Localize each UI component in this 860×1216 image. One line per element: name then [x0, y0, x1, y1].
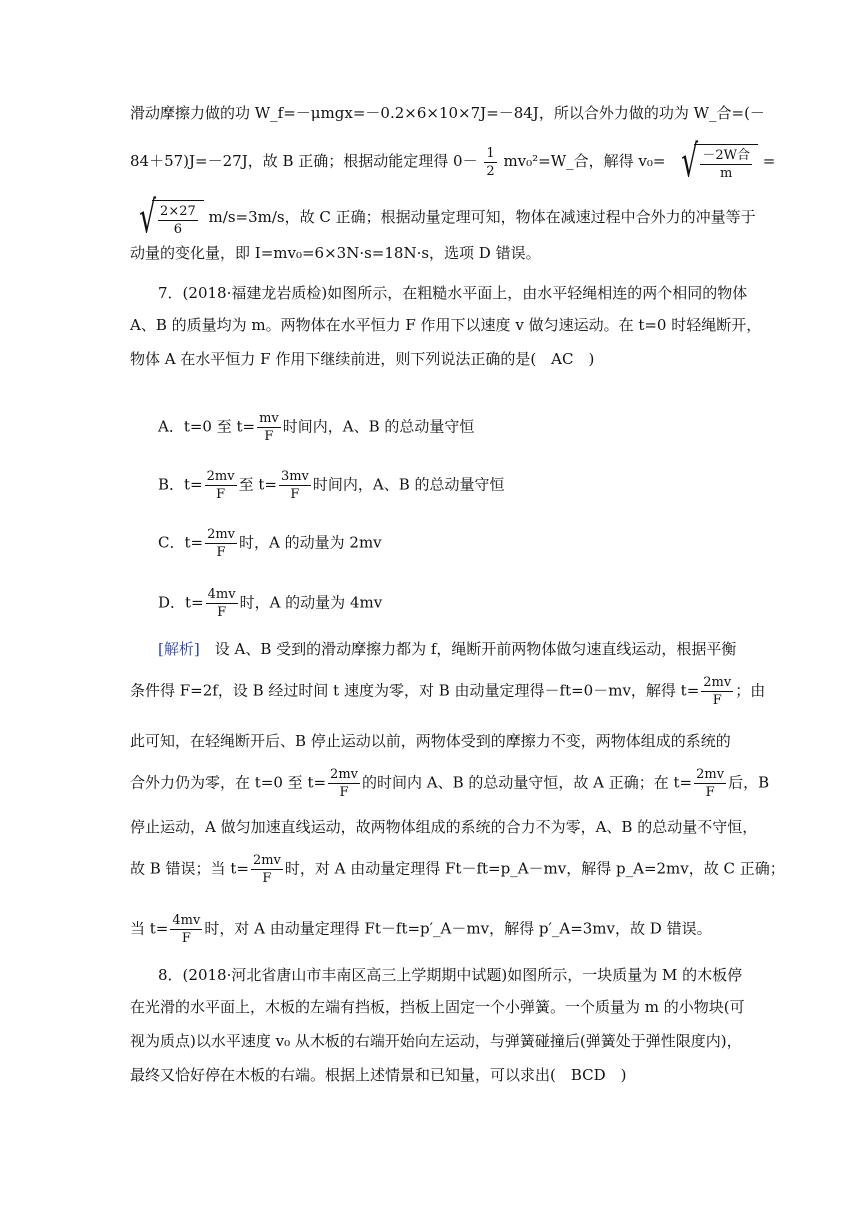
analysis-fraction-2 [328, 768, 360, 799]
frac-num: 2mv [703, 675, 732, 690]
frac-num: 2mv [207, 527, 236, 542]
option-d-prefix: D．t= [158, 593, 204, 612]
frac-den: 6 [173, 222, 183, 237]
option-b-text: 时间内，A、B 的总动量守恒 [312, 475, 505, 494]
option-b-prefix: B．t= [158, 475, 203, 494]
sqrt-expression-2 [128, 192, 204, 243]
analysis-line-7 [130, 914, 712, 945]
line2-start: 84＋57)J=－27J，故 B 正确；根据动能定理得 0－ [130, 152, 478, 170]
question-7-line-3: 物体 A 在水平恒力 F 作用下继续前进，则下列说法正确的是( AC ) [130, 350, 595, 368]
analysis-text-1: 设 A、B 受到的滑动摩擦力都为 f，绳断开前两物体做匀速直线运动，根据平衡 [199, 640, 737, 658]
frac-den: m [719, 166, 733, 181]
analysis-text-2b: ；由 [735, 681, 766, 700]
option-b [158, 470, 505, 501]
equals-sign: = [762, 152, 776, 170]
option-d [158, 588, 382, 619]
option-d-text: 时，A 的动量为 4mv [239, 593, 383, 612]
frac-num: 4mv [172, 913, 201, 928]
option-b-fraction-1 [205, 470, 237, 501]
option-c [158, 528, 382, 559]
analysis-line-1 [158, 642, 736, 657]
analysis-text-7b: 时，对 A 由动量定理得 Ft－ft=p′_A－mv，解得 p′_A=3mv，故 D 错误。 [204, 919, 712, 938]
fraction-half [484, 147, 496, 178]
analysis-line-4 [130, 768, 769, 799]
sqrt2-fraction [158, 205, 198, 236]
frac-den: F [264, 429, 274, 444]
analysis-text-4a: 合外力仍为零，在 t=0 至 t= [130, 773, 327, 792]
text-line-2 [130, 136, 776, 187]
analysis-tag: [解析] [158, 640, 200, 658]
analysis-line-2 [130, 676, 765, 707]
analysis-text-6b: 时，对 A 由动量定理得 Ft－ft=p_A－mv，解得 p_A=2mv，故 C 正确； [284, 859, 785, 878]
analysis-fraction-1 [701, 676, 733, 707]
frac-den: F [216, 487, 226, 502]
frac-num: 2mv [206, 469, 235, 484]
line2-tail: mv₀²=W_合，解得 v₀= [503, 152, 666, 170]
analysis-text-7a: 当 t= [130, 919, 169, 938]
analysis-text-6a: 故 B 错误；当 t= [130, 859, 249, 878]
question-7-line-1: 7．(2018·福建龙岩质检)如图所示，在粗糙水平面上，由水平轻绳相连的两个相同的物体 [158, 284, 748, 302]
frac-num: mv [259, 411, 279, 426]
option-b-mid: 至 t= [238, 475, 277, 494]
frac-den: F [339, 785, 349, 800]
frac-num: 1 [486, 145, 495, 161]
frac-den: 2 [486, 163, 495, 179]
frac-num: 4mv [207, 587, 236, 602]
option-a [158, 412, 474, 443]
frac-num: －2W合 [702, 148, 750, 163]
question-8-line-4: 最终又恰好停在木板的右端。根据上述情景和已知量，可以求出( BCD ) [130, 1066, 627, 1084]
analysis-line-5: 停止运动，A 做匀加速直线运动，故两物体组成的系统的合力不为零，A、B 的总动量不守恒， [130, 818, 758, 836]
frac-den: F [705, 785, 715, 800]
frac-num: 2mv [330, 767, 358, 782]
radical-sign: √ [139, 192, 157, 243]
analysis-line-3: 此可知，在轻绳断开后、B 停止运动以前，两物体受到的摩擦力不变，两物体组成的系统的 [130, 732, 731, 750]
option-c-text: 时，A 的动量为 2mv [239, 533, 382, 552]
frac-den: F [262, 871, 272, 886]
line3-text: m/s=3m/s，故 C 正确；根据动量定理可知，物体在减速过程中合外力的冲量等于 [208, 208, 756, 226]
frac-den: F [290, 487, 300, 502]
option-b-fraction-2 [279, 470, 311, 501]
frac-num: 2mv [696, 767, 725, 782]
option-a-text: 时间内，A、B 的总动量守恒 [282, 417, 475, 436]
option-c-prefix: C．t= [158, 533, 204, 552]
frac-den: F [712, 693, 722, 708]
frac-num: 3mv [280, 469, 309, 484]
sqrt1-fraction [700, 149, 752, 180]
question-8-line-1: 8．(2018·河北省唐山市丰南区高三上学期期中试题)如图所示，一块质量为 M 的木板停 [158, 966, 743, 984]
analysis-fraction-4 [251, 854, 283, 885]
frac-num: 2mv [252, 853, 281, 868]
question-8-line-2: 在光滑的水平面上，木板的左端有挡板，挡板上固定一个小弹簧。一个质量为 m 的小物块(可 [130, 998, 745, 1016]
sqrt-expression-1 [670, 136, 758, 187]
text-line-3 [128, 192, 756, 243]
text-line-4: 动量的变化量，即 I=mv₀=6×3N·s=18N·s，选项 D 错误。 [130, 244, 541, 262]
analysis-line-6 [130, 854, 785, 885]
frac-den: F [181, 931, 191, 946]
option-a-prefix: A．t=0 至 t= [158, 417, 256, 436]
analysis-fraction-5 [170, 914, 202, 945]
frac-den: F [216, 545, 226, 560]
frac-num: 2×27 [160, 204, 196, 219]
option-d-fraction [206, 588, 238, 619]
analysis-text-4c: 后，B [728, 773, 770, 792]
radical-sign: √ [681, 136, 699, 187]
option-a-fraction [257, 412, 281, 443]
option-c-fraction [205, 528, 237, 559]
analysis-text-2a: 条件得 F=2f，设 B 经过时间 t 速度为零，对 B 由动量定理得－ft=0－mv，解得 t= [130, 681, 700, 700]
question-7-line-2: A、B 的质量均为 m。两物体在水平恒力 F 作用下以速度 v 做匀速运动。在 t=0 时轻绳断开， [130, 316, 762, 334]
frac-den: F [217, 605, 227, 620]
analysis-text-4b: 的时间内 A、B 的总动量守恒，故 A 正确；在 t= [362, 773, 693, 792]
text-line-1: 滑动摩擦力做的功 W_f=－μmgx=－0.2×6×10×7J=－84J，所以合外力做的功为 W_合=(－ [130, 104, 765, 122]
analysis-fraction-3 [694, 768, 726, 799]
question-8-line-3: 视为质点)以水平速度 v₀ 从木板的右端开始向左运动，与弹簧碰撞后(弹簧处于弹性限度内)， [130, 1032, 742, 1050]
